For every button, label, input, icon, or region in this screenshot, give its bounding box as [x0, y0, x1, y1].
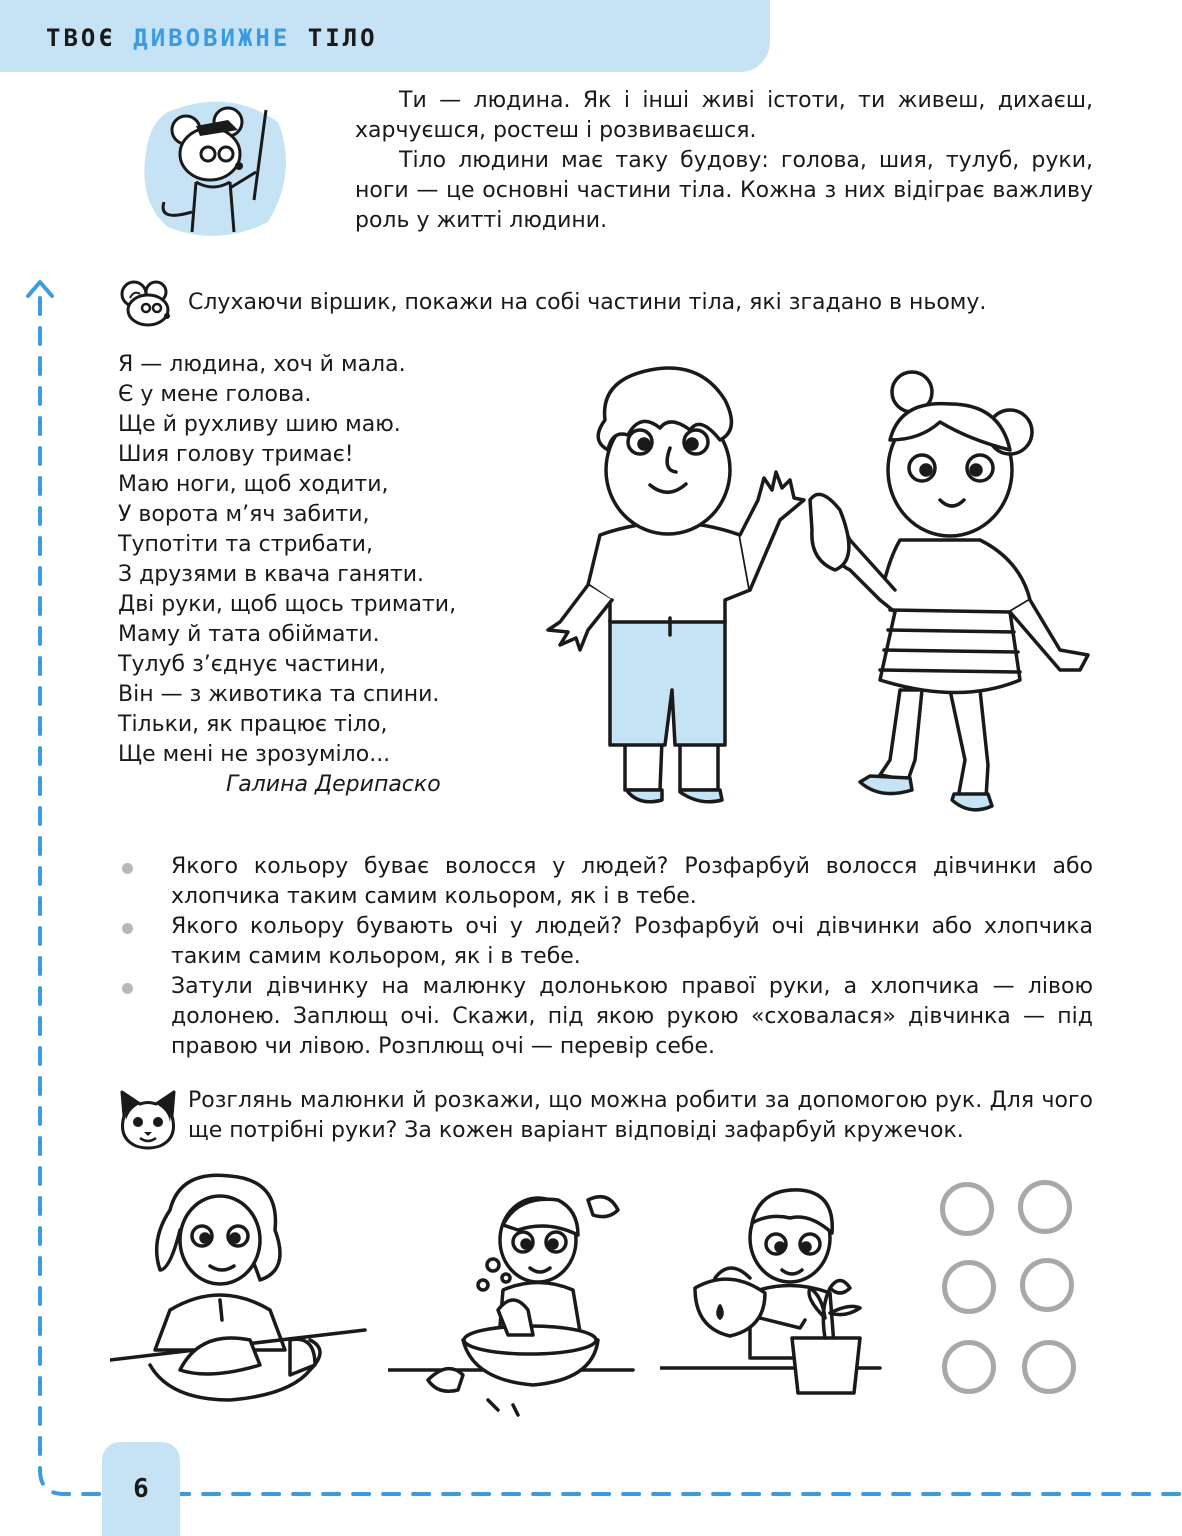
bullet-dot-icon	[122, 863, 133, 874]
boy-watering-illustration	[660, 1178, 890, 1418]
poem-line: Він — з животика та спини.	[118, 682, 440, 707]
poem-line: Є у мене голова.	[118, 382, 312, 407]
task-listen-poem: Слухаючи віршик, покажи на собі частини тіла, які згадано в ньому.	[188, 290, 987, 315]
poem-line: У ворота м’яч забити,	[118, 502, 370, 527]
page-number: 6	[133, 1474, 149, 1504]
list-item-text: Якого кольору бувають очі у людей? Розфарбуй очі дівчинки або хлопчика таким самим кольором, як і в тебе.	[171, 914, 1093, 969]
title-accent: ДИВОВИЖНЕ	[133, 24, 291, 52]
girl-washing-illustration	[388, 1180, 648, 1420]
poem-line: Маму й тата обіймати.	[118, 622, 380, 647]
woman-ironing-illustration	[110, 1170, 370, 1410]
page-header-title	[46, 24, 378, 52]
answer-circle[interactable]	[942, 1340, 996, 1394]
poem-author: Галина Дерипаско	[226, 772, 441, 797]
poem-line: Тулуб з’єднує частини,	[118, 652, 386, 677]
answer-circle[interactable]	[1020, 1258, 1074, 1312]
answer-circle[interactable]	[1022, 1340, 1076, 1394]
answer-circle[interactable]	[942, 1260, 996, 1314]
list-item	[118, 852, 1093, 912]
list-item-text: Якого кольору буває волосся у людей? Розфарбуй волосся дівчинки або хлопчика таким самим кольором, як і в тебе.	[171, 854, 1093, 909]
listening-mouse-icon	[116, 276, 178, 332]
bullet-dot-icon	[122, 923, 133, 934]
bullet-dot-icon	[122, 983, 133, 994]
poem-line: Ще й рухливу шию маю.	[118, 412, 401, 437]
mouse-teacher-icon	[138, 92, 298, 242]
poem-line: Маю ноги, щоб ходити,	[118, 472, 389, 497]
answer-circle[interactable]	[1018, 1180, 1072, 1234]
title-part2: ТІЛО	[290, 24, 378, 52]
task-hands: Розглянь малюнки й розкажи, що можна робити за допомогою рук. Для чого ще потрібні руки? За кожен варіант відповіді зафарбуй кружечок.	[188, 1088, 1093, 1143]
list-item	[118, 972, 1093, 1062]
poem-line: Тупотіти та стрибати,	[118, 532, 373, 557]
intro-paragraph-1: Ти — людина. Як і інші живі істоти, ти живеш, дихаєш, харчуєшся, ростеш і розвиваєшся.	[355, 88, 1093, 143]
answer-circle[interactable]	[940, 1182, 994, 1236]
poem-line: Шия голову тримає!	[118, 442, 354, 467]
intro-paragraph-2: Тіло людини має таку будову: голова, шия, тулуб, руки, ноги — це основні частини тіла. Кожна з них відіграє важливу роль у житті людини.	[355, 148, 1093, 233]
boy-girl-illustration	[540, 360, 1100, 820]
cat-face-icon	[116, 1088, 180, 1152]
list-item	[118, 912, 1093, 972]
poem-line: З друзями в квача ганяти.	[118, 562, 425, 587]
poem-line: Дві руки, щоб щось тримати,	[118, 592, 457, 617]
bullet-list	[118, 852, 1093, 1062]
title-part1: ТВОЄ	[46, 24, 134, 52]
intro-text	[355, 86, 1093, 236]
poem-line: Я — людина, хоч й мала.	[118, 352, 406, 377]
poem-line: Ще мені не зрозуміло...	[118, 742, 391, 767]
poem	[118, 350, 456, 800]
list-item-text: Затули дівчинку на малюнку долонькою правої руки, а хлопчика — лівою долонею. Заплющ очі. Скажи, під якою рукою «сховалася» дівчинка — під правою чи лівою. Розплющ очі — перевір себе.	[171, 974, 1093, 1059]
poem-line: Тільки, як працює тіло,	[118, 712, 388, 737]
